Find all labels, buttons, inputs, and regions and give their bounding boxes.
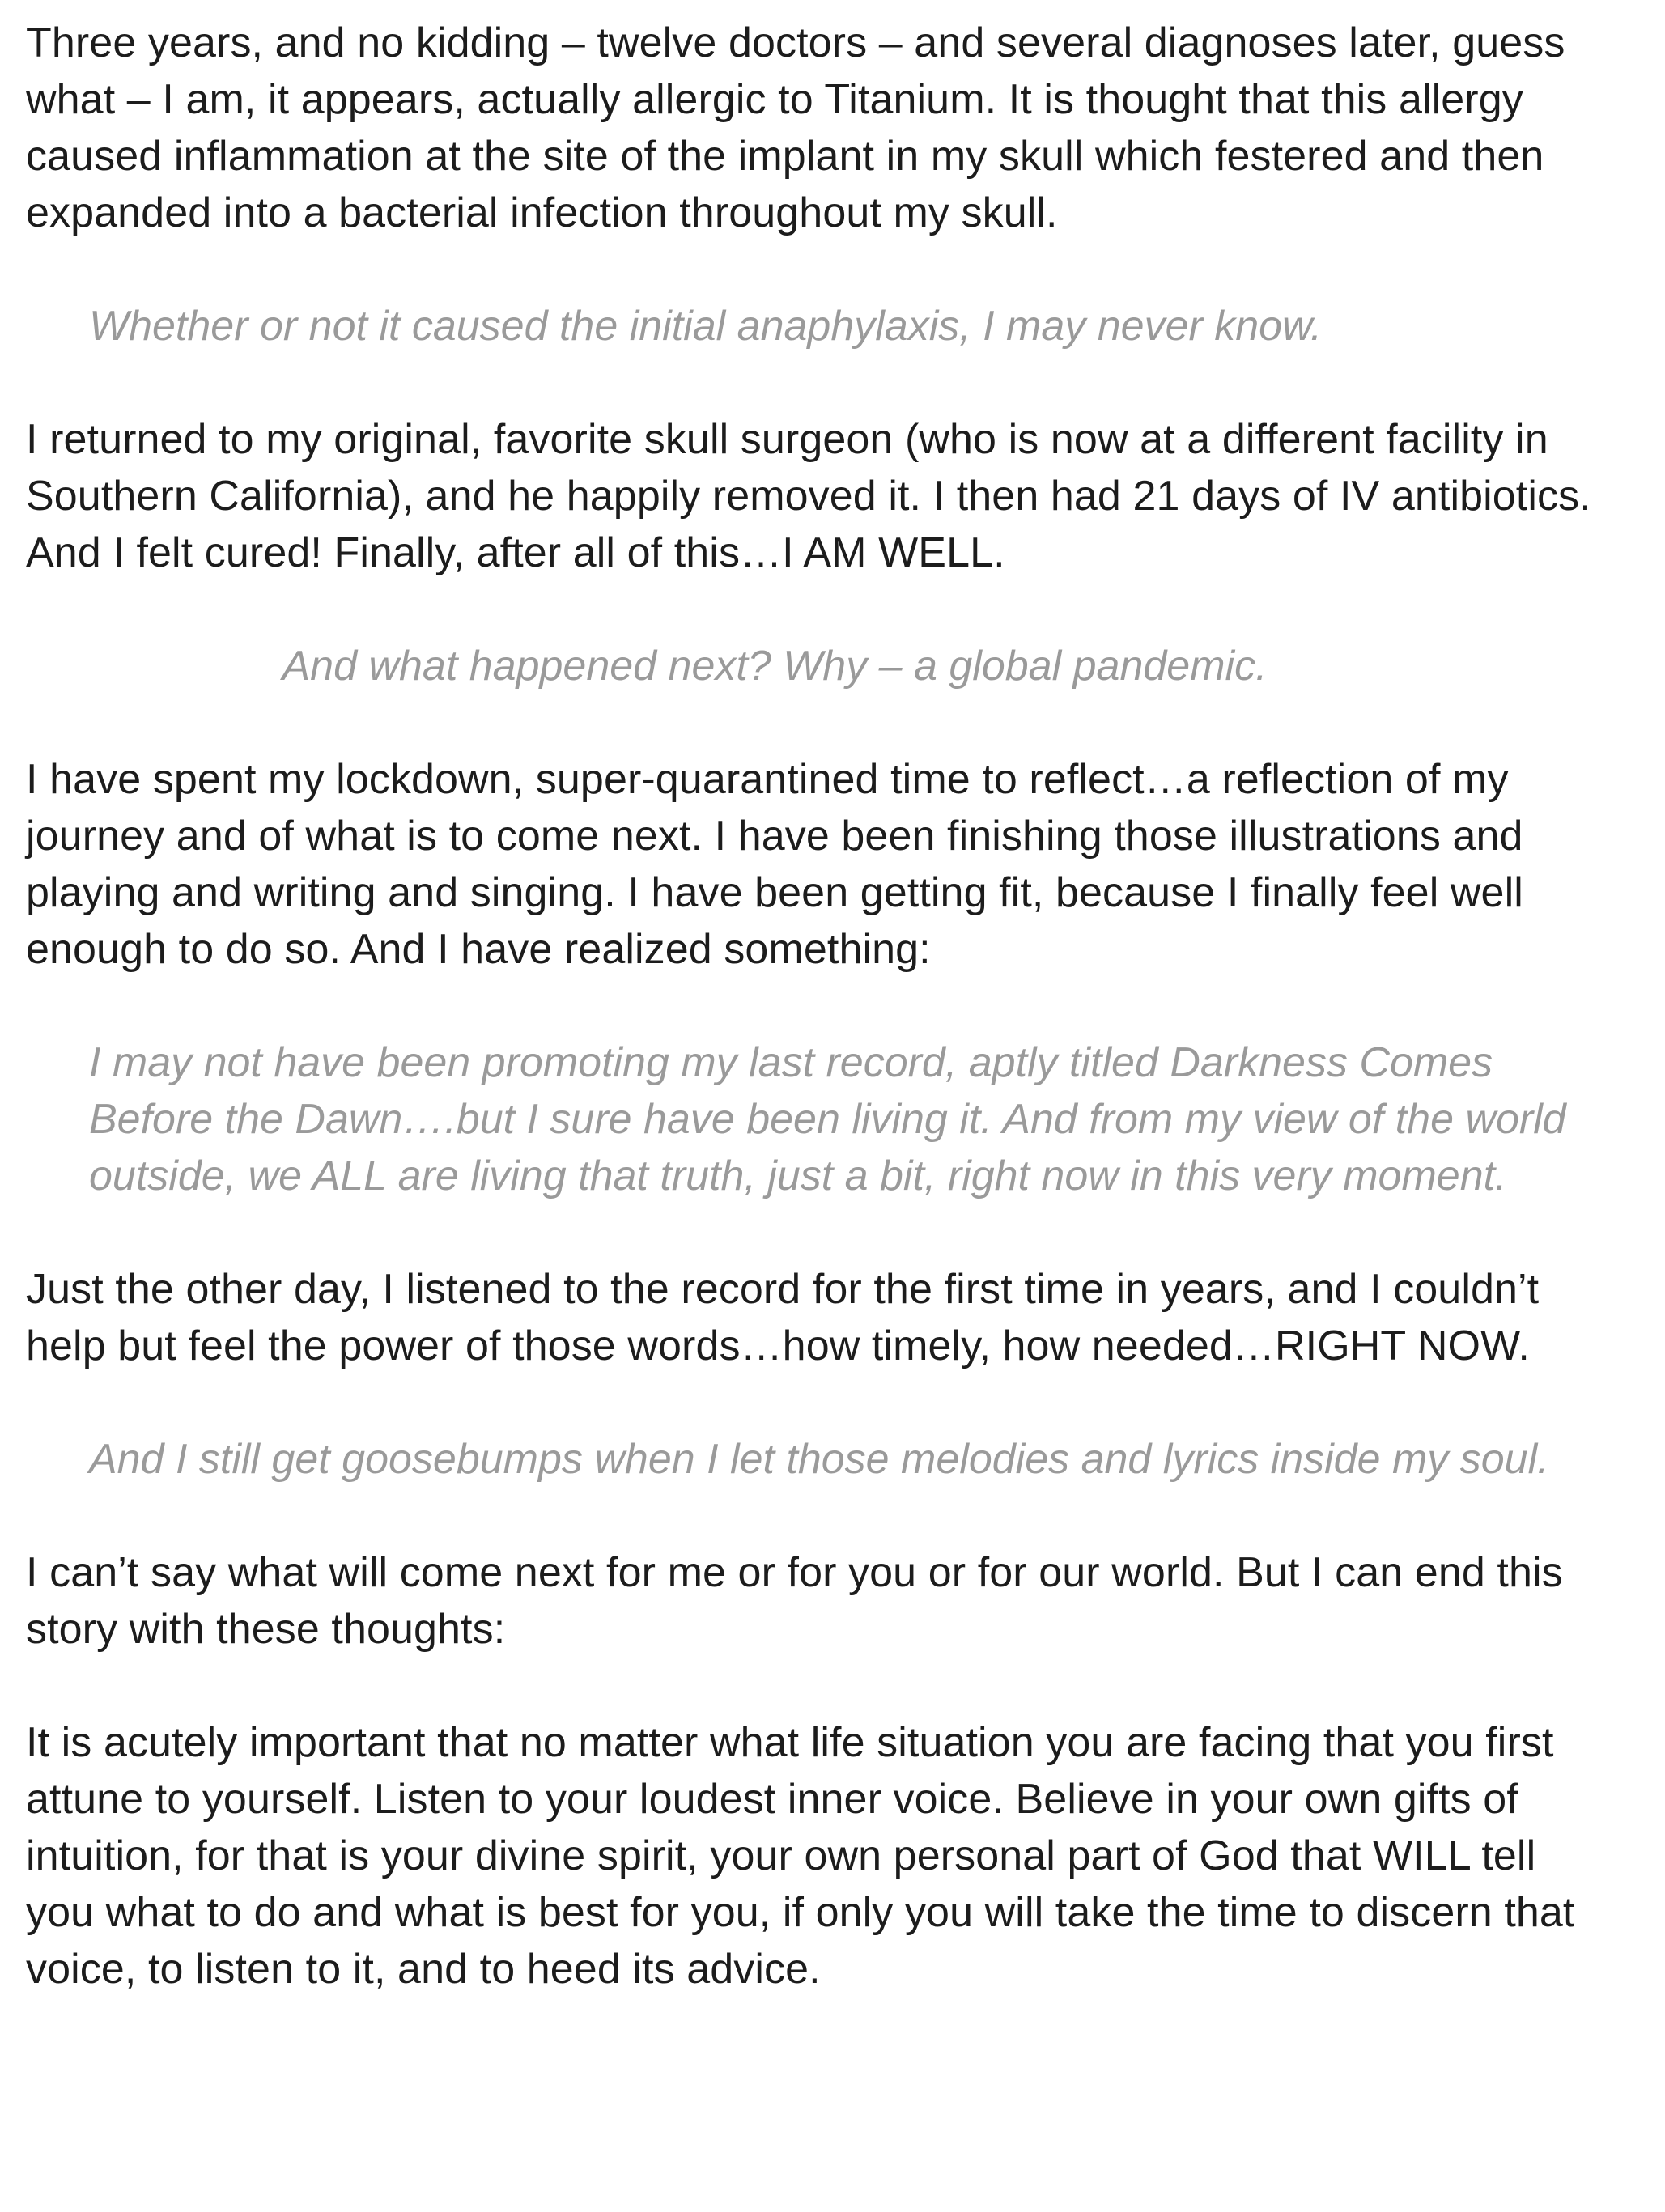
quote-anaphylaxis: Whether or not it caused the initial anaphylaxis, I may never know.: [89, 303, 1323, 350]
quote-darkness-before-dawn: I may not have been promoting my last record, aptly titled Darkness Comes Before the Dawn….but I sure have been living it. And from my view of the world outside, we ALL are living that truth, just a bit, right now in this very moment.: [89, 1039, 1566, 1199]
paragraph-surgeon-removal: I returned to my original, favorite skull surgeon (who is now at a different facility in Southern California), and he happily removed it. I then had 21 days of IV antibiotics. And I felt cured! Finally, after all of this…I AM WELL.: [26, 416, 1591, 576]
paragraph-lockdown-reflection: I have spent my lockdown, super-quarantined time to reflect…a reflection of my journey and of what is to come next. I have been finishing those illustrations and playing and writing and singing. I have been getting fit, because I finally feel well enough to do so. And I have realized something:: [26, 756, 1523, 973]
paragraph-listened-record: Just the other day, I listened to the record for the first time in years, and I couldn’t help but feel the power of those words…how timely, how needed…RIGHT NOW.: [26, 1266, 1540, 1369]
document-page: [26, 15, 1612, 1998]
paragraph-what-comes-next: I can’t say what will come next for me or for you or for our world. But I can end this story with these thoughts:: [26, 1549, 1563, 1653]
paragraph-titanium-allergy: Three years, and no kidding – twelve doctors – and several diagnoses later, guess what – I am, it appears, actually allergic to Titanium. It is thought that this allergy caused inflammation at the site of the implant in my skull which festered and then expanded into a bacterial infection throughout my skull.: [26, 19, 1565, 236]
paragraph-inner-voice: It is acutely important that no matter what life situation you are facing that you first attune to yourself. Listen to your loudest inner voice. Believe in your own gifts of intuition, for that is your divine spirit, your own personal part of God that WILL tell you what to do and what is best for you, if only you will take the time to discern that voice, to listen to it, and to heed its advice.: [26, 1719, 1575, 1993]
quote-goosebumps: And I still get goosebumps when I let those melodies and lyrics inside my soul.: [89, 1436, 1549, 1483]
quote-global-pandemic: And what happened next? Why – a global pandemic.: [282, 643, 1268, 690]
